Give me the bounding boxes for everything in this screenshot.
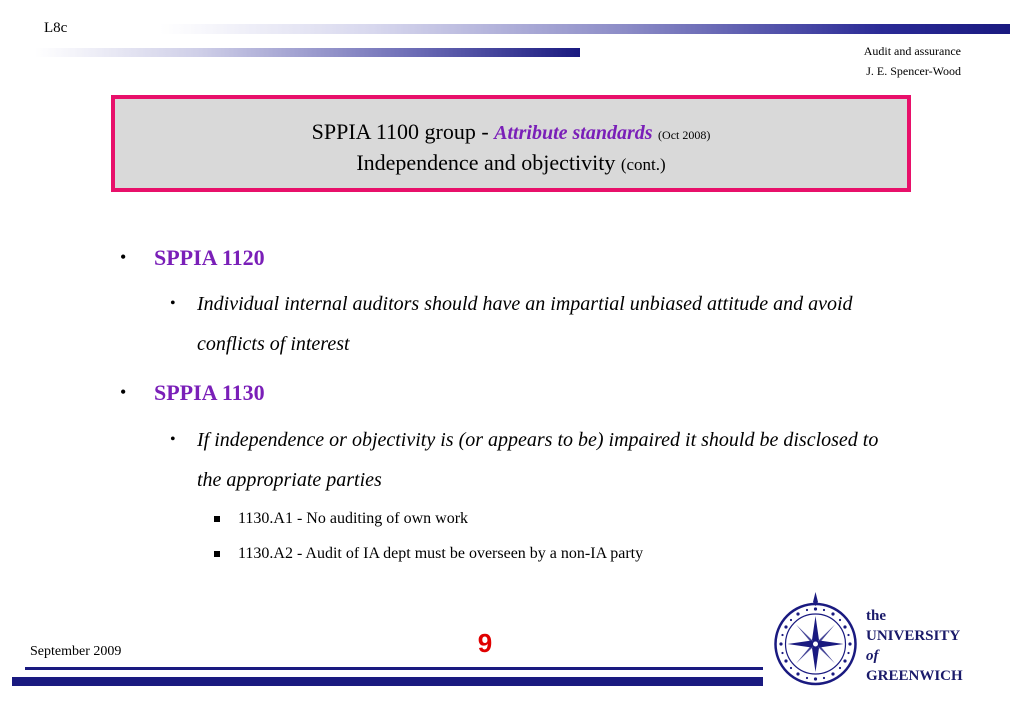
title-prefix: SPPIA 1100 group - bbox=[311, 119, 495, 144]
header-gradient-bar-top bbox=[160, 24, 1010, 34]
bullet-dot: • bbox=[170, 295, 176, 312]
sub-bullet-text: 1130.A1 - No auditing of own work bbox=[238, 510, 469, 527]
heading-text: SPPIA 1120 bbox=[154, 245, 265, 270]
footer-rule-thick bbox=[12, 677, 763, 686]
bullet-dot: • bbox=[170, 431, 176, 448]
square-bullet bbox=[214, 516, 220, 522]
title-line-1 bbox=[115, 119, 907, 148]
author-name: J. E. Spencer-Wood bbox=[866, 64, 961, 78]
bullet-dot: • bbox=[120, 247, 127, 267]
title-box bbox=[111, 95, 911, 192]
title-suffix: (cont.) bbox=[620, 155, 666, 174]
bullet-text: If independence or objectivity is (or appears to be) impaired it should be disclosed to the appropriate parties bbox=[197, 429, 879, 491]
bullet-text: Individual internal auditors should have an impartial unbiased attitude and avoid conflicts of interest bbox=[197, 293, 853, 355]
wordmark-of: of bbox=[866, 648, 879, 664]
slide-code: L8c bbox=[44, 20, 68, 36]
square-bullet bbox=[214, 551, 220, 557]
title-main: Independence and objectivity bbox=[356, 150, 616, 175]
wordmark-the: the bbox=[866, 608, 886, 624]
page-number: 9 bbox=[477, 628, 493, 658]
bullet-dot: • bbox=[120, 382, 127, 402]
course-name: Audit and assurance bbox=[863, 44, 961, 58]
title-line-2 bbox=[115, 148, 907, 180]
footer-date: September 2009 bbox=[30, 644, 122, 659]
footer-rule-thin bbox=[25, 667, 763, 670]
university-wordmark bbox=[866, 606, 963, 686]
title-date: (Oct 2008) bbox=[658, 128, 711, 142]
wordmark-greenwich: GREENWICH bbox=[866, 668, 963, 684]
header-gradient-bar-bottom bbox=[35, 48, 580, 57]
university-seal-logo bbox=[773, 590, 858, 688]
sub-bullet-text: 1130.A2 - Audit of IA dept must be overseen by a non-IA party bbox=[238, 545, 644, 562]
title-emphasis: Attribute standards bbox=[494, 122, 653, 144]
wordmark-university: UNIVERSITY bbox=[866, 628, 961, 644]
heading-text: SPPIA 1130 bbox=[154, 380, 265, 405]
